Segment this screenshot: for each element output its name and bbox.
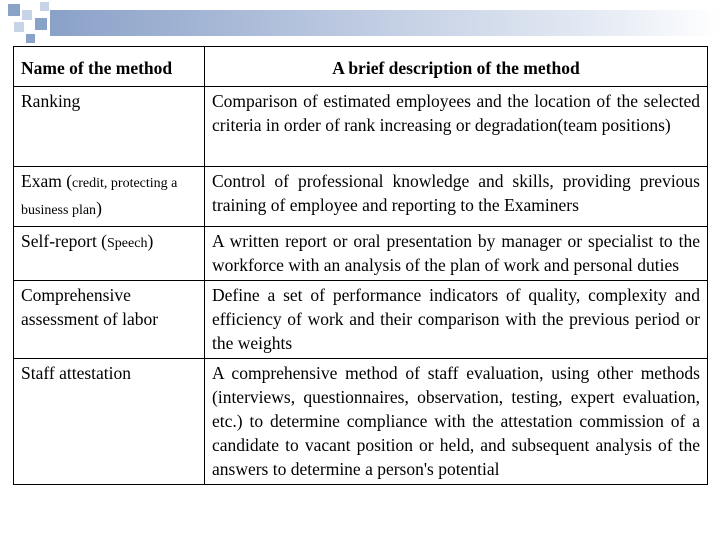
method-cell: Ranking bbox=[14, 87, 205, 167]
decor-square bbox=[14, 22, 24, 32]
header-description: A brief description of the method bbox=[205, 47, 708, 87]
header-gradient-bar bbox=[50, 10, 720, 36]
method-main-text: Self-report ( bbox=[21, 231, 108, 251]
table-row bbox=[14, 87, 708, 167]
method-main-text: Exam ( bbox=[21, 171, 73, 191]
table-row bbox=[14, 167, 708, 227]
description-cell: A written report or oral presentation by manager or specialist to the workforce with an analysis of the plan of work and personal duties bbox=[205, 227, 708, 281]
table-row bbox=[14, 227, 708, 281]
method-end-text: ) bbox=[96, 198, 102, 218]
method-cell bbox=[14, 227, 205, 281]
method-small-text: credit, protecting a business plan bbox=[21, 176, 178, 218]
method-cell bbox=[14, 167, 205, 227]
method-end-text: ) bbox=[147, 231, 154, 251]
decor-square bbox=[40, 2, 49, 11]
decor-square bbox=[35, 18, 47, 30]
table-row bbox=[14, 359, 708, 485]
table-row bbox=[14, 281, 708, 359]
decor-square bbox=[26, 34, 35, 43]
description-cell: Define a set of performance indicators of quality, complexity and efficiency of work and their comparison with the previous period or the weights bbox=[205, 281, 708, 359]
method-small-text: Speech bbox=[107, 236, 148, 251]
description-cell: Comparison of estimated employees and the location of the selected criteria in order of rank increasing or degradation(team positions) bbox=[205, 87, 708, 167]
table-header-row bbox=[14, 47, 708, 87]
method-cell: Comprehensive assessment of labor bbox=[14, 281, 205, 359]
description-cell: A comprehensive method of staff evaluation, using other methods (interviews, questionnaires, observation, testing, expert evaluation, etc.) to determine compliance with the attestation commission of a candidate to vacant position or held, and subsequent analysis of the answers to determine a person's potential bbox=[205, 359, 708, 485]
description-cell: Control of professional knowledge and skills, providing previous training of employee and reporting to the Examiners bbox=[205, 167, 708, 227]
decor-square bbox=[8, 4, 20, 16]
header-method: Name of the method bbox=[14, 47, 205, 87]
methods-table bbox=[13, 46, 708, 485]
decor-square bbox=[22, 10, 32, 20]
method-cell: Staff attestation bbox=[14, 359, 205, 485]
